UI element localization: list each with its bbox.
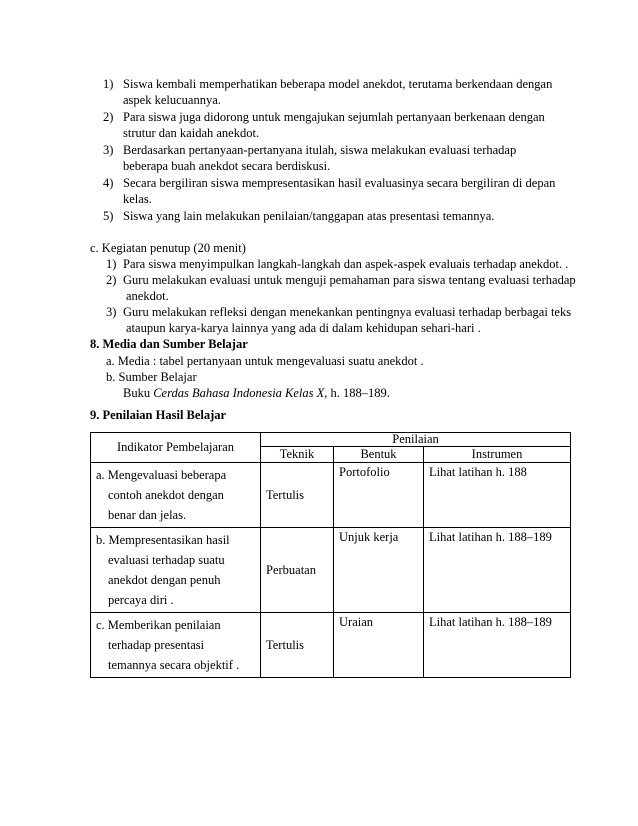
instrumen-value: Lihat latihan h. 188–189 <box>429 615 552 629</box>
step-4-number: 4) <box>103 176 114 190</box>
indicator-line: terhadap presentasi <box>108 638 205 652</box>
table-row <box>91 528 571 613</box>
book-suffix: , h. 188–189. <box>324 386 390 400</box>
step-4-text-line-2: kelas. <box>123 192 152 206</box>
bentuk-cell <box>334 463 424 528</box>
bentuk-cell <box>334 528 424 613</box>
section-9-heading: 9. Penilaian Hasil Belajar <box>90 408 227 422</box>
table-row <box>91 463 571 528</box>
book-title: Cerdas Bahasa Indonesia Kelas X <box>153 386 325 400</box>
step-5-number: 5) <box>103 209 114 223</box>
closing-item-2-text-line-1: Guru melakukan evaluasi untuk menguji pemahaman para siswa tentang evaluasi terhadap <box>123 273 576 287</box>
indicator-line: c. Memberikan penilaian <box>96 618 221 632</box>
step-2-number: 2) <box>103 110 114 124</box>
header-indicator <box>91 433 261 463</box>
closing-item-3-text-line-2: ataupun karya-karya lainnya yang ada di dalam kehidupan sehari-hari . <box>126 321 481 335</box>
indicator-line: a. Mengevaluasi beberapa <box>96 468 227 482</box>
indicator-cell <box>91 528 261 613</box>
teknik-cell <box>261 528 334 613</box>
header-teknik: Teknik <box>261 447 334 463</box>
closing-item-2-text-line-2: anekdot. <box>126 289 169 303</box>
closing-item-1-number: 1) <box>106 257 117 271</box>
bentuk-cell <box>334 613 424 678</box>
bentuk-value: Unjuk kerja <box>339 530 399 544</box>
header-bentuk: Bentuk <box>334 447 424 463</box>
indicator-line: temannya secara objektif . <box>108 658 240 672</box>
source-label: b. Sumber Belajar <box>106 370 197 384</box>
indicator-cell <box>91 613 261 678</box>
book-reference <box>123 385 390 401</box>
step-3-text-line-2: beberapa buah anekdot secara berdiskusi. <box>123 159 331 173</box>
teknik-value: Tertulis <box>266 638 305 652</box>
header-instrumen: Instrumen <box>424 447 571 463</box>
step-3-number: 3) <box>103 143 114 157</box>
assessment-table <box>90 432 571 678</box>
teknik-value: Tertulis <box>266 488 305 502</box>
closing-item-1-text: Para siswa menyimpulkan langkah-langkah dan aspek-aspek evaluais terhadap anekdot. . <box>123 257 569 271</box>
indicator-line: anekdot dengan penuh <box>108 573 221 587</box>
teknik-cell <box>261 463 334 528</box>
step-3-text-line-1: Berdasarkan pertanyaan-pertanyana itulah, siswa melakukan evaluasi terhadap <box>123 143 517 157</box>
step-4-text-line-1: Secara bergiliran siswa mempresentasikan hasil evaluasinya secara bergiliran di depan <box>123 176 556 190</box>
teknik-cell <box>261 613 334 678</box>
media-text: a. Media : tabel pertanyaan untuk mengevaluasi suatu anekdot . <box>106 354 424 368</box>
indicator-line: percaya diri . <box>108 593 174 607</box>
indicator-line: benar dan jelas. <box>108 508 187 522</box>
closing-item-3-number: 3) <box>106 305 117 319</box>
bentuk-value: Uraian <box>339 615 374 629</box>
indicator-cell <box>91 463 261 528</box>
instrumen-cell <box>424 463 571 528</box>
instrumen-cell <box>424 613 571 678</box>
bentuk-value: Portofolio <box>339 465 390 479</box>
step-1-text-line-1: Siswa kembali memperhatikan beberapa model anekdot, terutama berkendaan dengan <box>123 77 553 91</box>
step-5-text-line-1: Siswa yang lain melakukan penilaian/tanggapan atas presentasi temannya. <box>123 209 495 223</box>
header-indicator-label: Indikator Pembelajaran <box>117 440 234 454</box>
indicator-line: contoh anekdot dengan <box>108 488 224 502</box>
header-penilaian <box>261 433 571 447</box>
table-row <box>91 613 571 678</box>
instrumen-value: Lihat latihan h. 188 <box>429 465 527 479</box>
step-1-text-line-2: aspek kelucuannya. <box>123 93 221 107</box>
step-1-number: 1) <box>103 77 114 91</box>
indicator-line: b. Mempresentasikan hasil <box>96 533 230 547</box>
instrumen-cell <box>424 528 571 613</box>
closing-item-3-text-line-1: Guru melakukan refleksi dengan menekankan pentingnya evaluasi terhadap berbagai teks <box>123 305 572 319</box>
header-penilaian-label: Penilaian <box>392 432 439 446</box>
closing-heading: c. Kegiatan penutup (20 menit) <box>90 241 246 255</box>
instrumen-value: Lihat latihan h. 188–189 <box>429 530 552 544</box>
closing-item-2-number: 2) <box>106 273 117 287</box>
step-2-text-line-1: Para siswa juga didorong untuk mengajukan sejumlah pertanyaan berkenaan dengan <box>123 110 545 124</box>
section-8-heading: 8. Media dan Sumber Belajar <box>90 337 248 351</box>
step-2-text-line-2: strutur dan kaidah anekdot. <box>123 126 260 140</box>
indicator-line: evaluasi terhadap suatu <box>108 553 225 567</box>
book-prefix: Buku <box>123 386 154 400</box>
teknik-value: Perbuatan <box>266 563 316 577</box>
